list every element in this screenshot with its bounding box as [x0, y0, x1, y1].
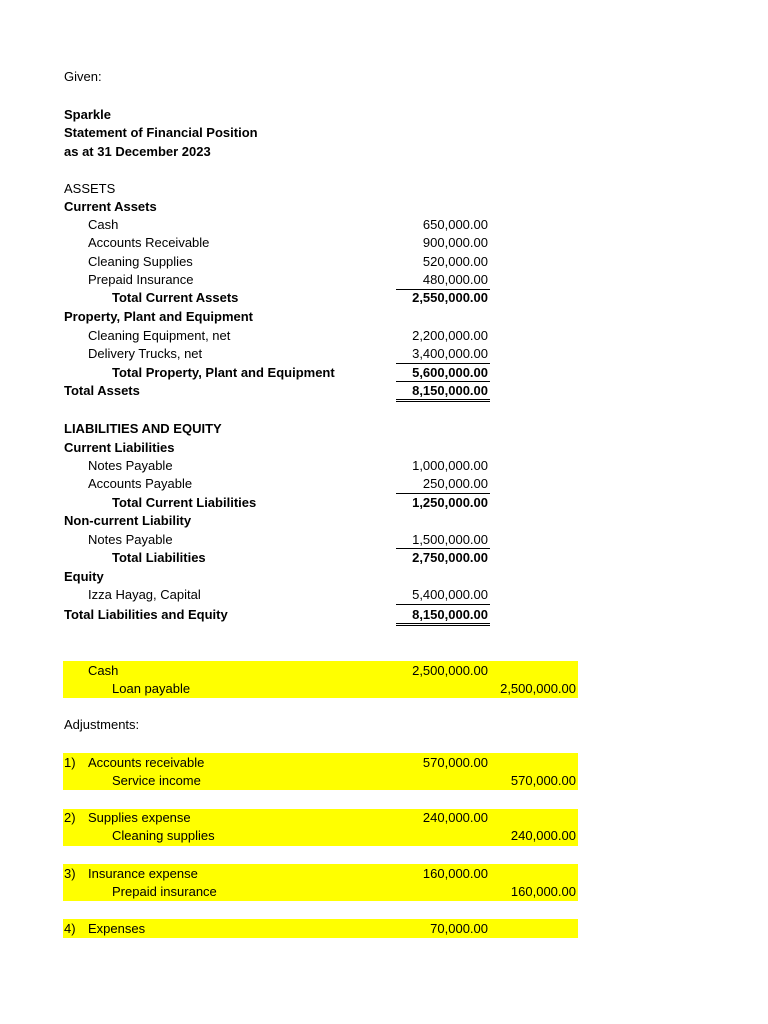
asset-item-amount: 480,000.00	[422, 272, 488, 287]
adjustments-label: Adjustments:	[64, 717, 140, 732]
adjustment-debit-account: Accounts receivable	[88, 755, 205, 770]
asset-item-amount: 900,000.00	[422, 235, 488, 250]
asset-item-label: Accounts Receivable	[88, 235, 210, 250]
statement-title: Statement of Financial Position	[64, 125, 258, 140]
loan-debit-account: Cash	[88, 663, 119, 678]
current-liabilities-heading: Current Liabilities	[64, 440, 175, 455]
ppe-item-label: Delivery Trucks, net	[88, 346, 203, 361]
asset-item-label: Cash	[88, 217, 119, 232]
total-current-assets-amount: 2,550,000.00	[412, 290, 488, 305]
asset-item-amount: 520,000.00	[422, 254, 488, 269]
adjustment-debit-amount: 160,000.00	[422, 866, 488, 881]
equity-heading: Equity	[64, 569, 104, 584]
adjustment-debit-amount: 70,000.00	[430, 921, 488, 936]
adjustment-debit-account: Expenses	[88, 921, 146, 936]
adjustment-credit-amount: 160,000.00	[510, 884, 576, 899]
liability-item-amount: 1,500,000.00	[412, 532, 488, 547]
asset-item-label: Prepaid Insurance	[88, 272, 194, 287]
liability-item-label: Accounts Payable	[88, 476, 193, 491]
statement-date: as at 31 December 2023	[64, 144, 211, 159]
loan-credit-amount: 2,500,000.00	[500, 681, 576, 696]
loan-credit-account: Loan payable	[112, 681, 191, 696]
adjustment-index: 1)	[64, 755, 76, 770]
ppe-item-amount: 3,400,000.00	[412, 346, 488, 361]
adjustment-debit-amount: 570,000.00	[422, 755, 488, 770]
loan-debit-amount: 2,500,000.00	[412, 663, 488, 678]
subtotal-rule	[396, 604, 490, 605]
liabilities-equity-heading: LIABILITIES AND EQUITY	[64, 421, 222, 436]
adjustment-index: 3)	[64, 866, 76, 881]
total-current-liabilities-label: Total Current Liabilities	[112, 495, 257, 510]
total-liabilities-equity-label: Total Liabilities and Equity	[64, 607, 228, 622]
total-double-rule	[396, 399, 490, 402]
noncurrent-liability-heading: Non-current Liability	[64, 513, 192, 528]
total-assets-label: Total Assets	[64, 383, 140, 398]
liability-item-amount: 250,000.00	[422, 476, 488, 491]
total-current-liabilities-amount: 1,250,000.00	[412, 495, 488, 510]
adjustment-debit-amount: 240,000.00	[422, 810, 488, 825]
given-label: Given:	[64, 69, 102, 84]
liability-item-amount: 1,000,000.00	[412, 458, 488, 473]
liability-item-label: Notes Payable	[88, 532, 173, 547]
adjustment-debit-account: Supplies expense	[88, 810, 191, 825]
liability-item-label: Notes Payable	[88, 458, 173, 473]
asset-item-label: Cleaning Supplies	[88, 254, 193, 269]
total-current-assets-label: Total Current Assets	[112, 290, 239, 305]
adjustment-credit-account: Prepaid insurance	[112, 884, 217, 899]
total-ppe-amount: 5,600,000.00	[412, 365, 488, 380]
adjustment-credit-amount: 570,000.00	[510, 773, 576, 788]
adjustment-index: 2)	[64, 810, 76, 825]
total-liabilities-label: Total Liabilities	[112, 550, 206, 565]
adjustment-credit-amount: 240,000.00	[510, 828, 576, 843]
ppe-item-amount: 2,200,000.00	[412, 328, 488, 343]
total-liabilities-amount: 2,750,000.00	[412, 550, 488, 565]
current-assets-heading: Current Assets	[64, 199, 157, 214]
total-double-rule	[396, 623, 490, 626]
adjustment-credit-account: Service income	[112, 773, 201, 788]
ppe-item-label: Cleaning Equipment, net	[88, 328, 231, 343]
company-name: Sparkle	[64, 107, 111, 122]
equity-item-label: Izza Hayag, Capital	[88, 587, 201, 602]
adjustment-credit-account: Cleaning supplies	[112, 828, 215, 843]
total-ppe-label: Total Property, Plant and Equipment	[112, 365, 335, 380]
total-liabilities-equity-amount: 8,150,000.00	[412, 607, 488, 622]
assets-heading: ASSETS	[64, 181, 116, 196]
total-assets-amount: 8,150,000.00	[412, 383, 488, 398]
ppe-heading: Property, Plant and Equipment	[64, 309, 254, 324]
adjustment-index: 4)	[64, 921, 76, 936]
adjustment-debit-account: Insurance expense	[88, 866, 198, 881]
equity-item-amount: 5,400,000.00	[412, 587, 488, 602]
asset-item-amount: 650,000.00	[422, 217, 488, 232]
